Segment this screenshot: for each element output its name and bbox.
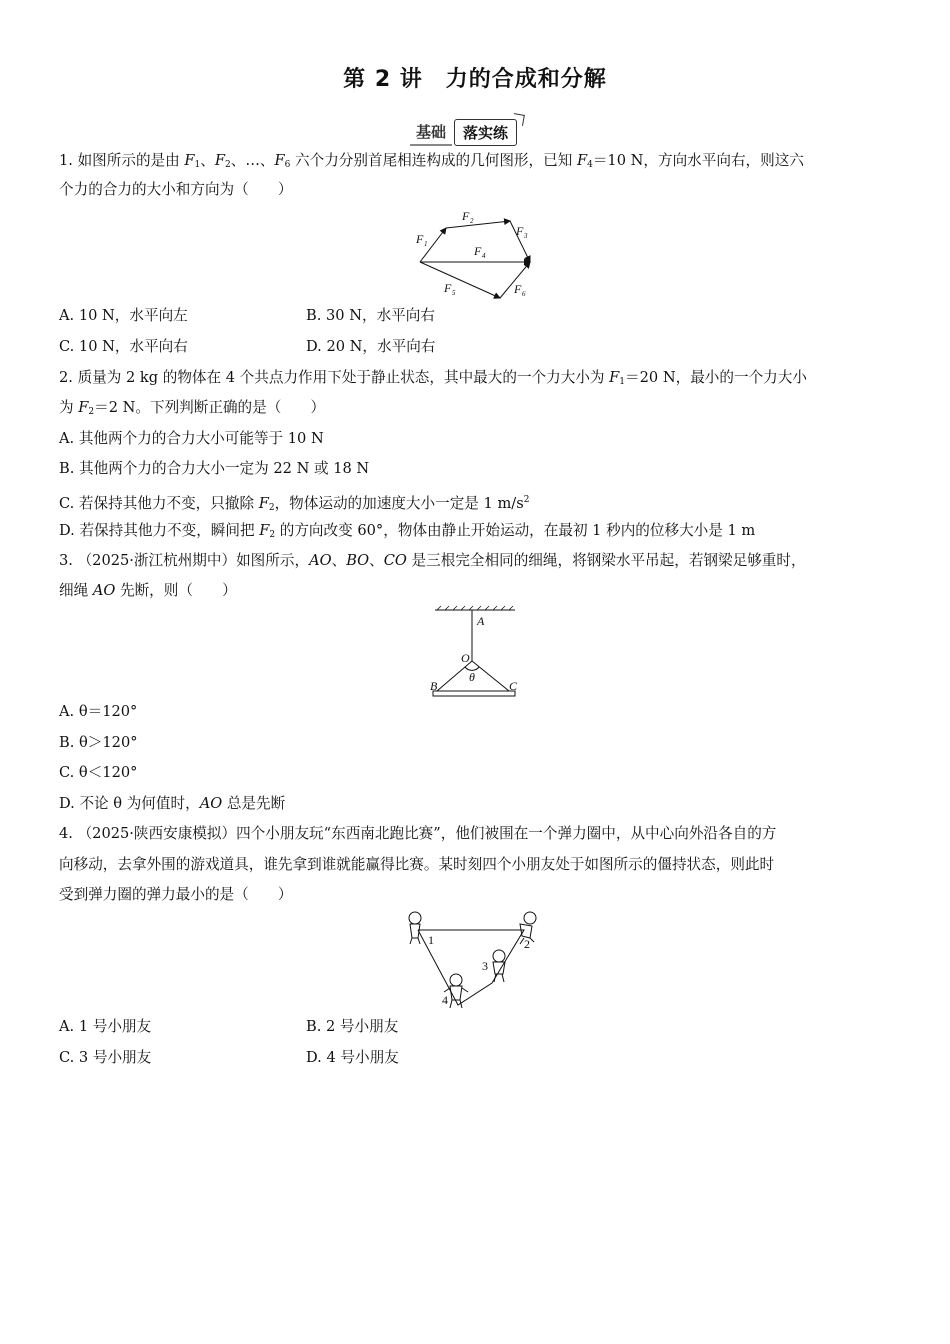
svg-text:F: F xyxy=(416,232,424,246)
q1-option-d: D. 20 N，水平向右 xyxy=(306,338,436,355)
svg-text:1: 1 xyxy=(424,240,428,248)
q1-stem-line2: 个力的合力的大小和方向为（ ） xyxy=(59,181,293,198)
banner-practice: 落实练 xyxy=(454,119,517,146)
svg-text:O: O xyxy=(461,651,470,665)
q4-stem-line2: 向移动，去拿外围的游戏道具，谁先拿到谁就能赢得比赛。某时刻四个小朋友处于如图所示的僵持状态，则此时 xyxy=(59,856,775,873)
q3-option-a: A. θ＝120° xyxy=(59,703,138,720)
q4-stem-line3: 受到弹力圈的弹力最小的是（ ） xyxy=(59,886,293,903)
q4-stem-line1: 4. （2025·陕西安康模拟）四个小朋友玩“东西南北跑比赛”，他们被围在一个弹力圈中，从中心向外沿各自的方 xyxy=(59,825,777,842)
q3-option-d: D. 不论 θ 为何值时，AO 总是先断 xyxy=(59,795,286,812)
svg-text:2: 2 xyxy=(524,937,530,951)
q2-option-c: C. 若保持其他力不变，只撤除 $F_2$，物体运动的加速度大小一定是 1 $m/s^2$ xyxy=(59,495,530,513)
svg-text:6: 6 xyxy=(522,290,526,298)
svg-text:3: 3 xyxy=(524,232,528,240)
svg-text:F: F xyxy=(444,281,452,295)
svg-text:θ: θ xyxy=(469,670,475,684)
svg-text:5: 5 xyxy=(452,289,456,297)
svg-text:1: 1 xyxy=(428,933,434,947)
q1-option-c: C. 10 N，水平向右 xyxy=(59,338,188,355)
q2-stem-line1: 2. 质量为 2 kg 的物体在 4 个共点力作用下处于静止状态，其中最大的一个力大小为 $F_1=20$ N，最小的一个力大小 xyxy=(59,369,807,387)
q2-option-b: B. 其他两个力的合力大小一定为 22 N 或 18 N xyxy=(59,460,370,477)
page-title: 第 2 讲 力的合成和分解 xyxy=(343,67,607,92)
q1-option-b: B. 30 N，水平向右 xyxy=(306,307,435,324)
q4-option-a: A. 1 号小朋友 xyxy=(59,1018,152,1035)
q4-children-figure xyxy=(400,908,550,1020)
svg-text:A: A xyxy=(477,614,485,628)
svg-text:4: 4 xyxy=(482,252,486,260)
svg-text:F: F xyxy=(516,224,524,238)
svg-text:3: 3 xyxy=(482,959,488,973)
svg-text:F: F xyxy=(462,209,470,223)
svg-text:2: 2 xyxy=(470,217,474,225)
q2-stem-line2: 为 $F_2=2$ N。下列判断正确的是（ ） xyxy=(59,399,326,417)
q4-option-b: B. 2 号小朋友 xyxy=(306,1018,399,1035)
q1-force-figure xyxy=(410,205,540,309)
q1-option-a: A. 10 N，水平向左 xyxy=(59,307,188,324)
q2-option-d: D. 若保持其他力不变，瞬间把 $F_2$ 的方向改变 60°，物体由静止开始运动，在最初 1 秒内的位移大小是 1 m xyxy=(59,522,756,540)
svg-text:4: 4 xyxy=(442,993,448,1007)
q3-stem-line2: 细绳 AO 先断，则（ ） xyxy=(59,582,237,599)
q1-stem-line1: 1. 如图所示的是由 $F_1$、$F_2$、…、$F_6$ 六个力分别首尾相连构成的几何图形，已知 $F_4=10$ N，方向水平向右，则这六 xyxy=(59,152,804,170)
q3-beam-figure xyxy=(425,605,525,704)
q4-option-c: C. 3 号小朋友 xyxy=(59,1049,152,1066)
svg-text:B: B xyxy=(430,679,438,693)
q4-option-d: D. 4 号小朋友 xyxy=(306,1049,399,1066)
q3-option-c: C. θ＜120° xyxy=(59,764,138,781)
q2-option-a: A. 其他两个力的合力大小可能等于 10 N xyxy=(59,430,324,447)
svg-text:C: C xyxy=(509,679,518,693)
svg-text:F: F xyxy=(514,282,522,296)
q3-stem-line1: 3. （2025·浙江杭州期中）如图所示，AO、BO、CO 是三根完全相同的细绳，将钢梁水平吊起，若钢梁足够重时， xyxy=(59,552,806,569)
section-banner xyxy=(410,119,517,145)
q3-option-b: B. θ＞120° xyxy=(59,734,138,751)
banner-basic: 基础 xyxy=(410,119,452,146)
svg-text:F: F xyxy=(474,244,482,258)
